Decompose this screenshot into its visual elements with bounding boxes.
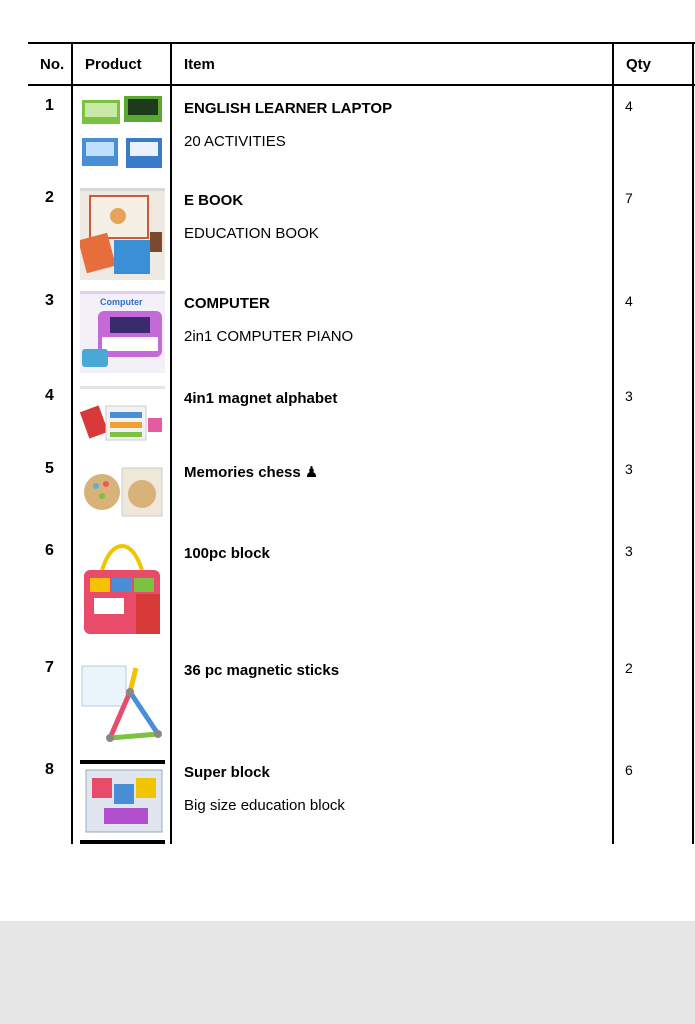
- svg-text:Computer: Computer: [100, 297, 143, 307]
- item-subtitle: 2in1 COMPUTER PIANO: [184, 328, 354, 345]
- item-subtitle: 20 ACTIVITIES: [184, 133, 286, 150]
- item-title: ENGLISH LEARNER LAPTOP: [184, 100, 393, 117]
- product-image-computer: [80, 291, 165, 373]
- bottom-gray-band: [0, 921, 695, 1024]
- column-divider-3: [612, 42, 614, 844]
- item-qty: 4: [625, 293, 633, 309]
- header-qty: Qty: [626, 56, 652, 73]
- table-top-border: [28, 42, 695, 44]
- item-title: COMPUTER: [184, 295, 270, 312]
- product-image-super-block: [80, 760, 165, 844]
- item-title: Super block: [184, 764, 270, 781]
- product-image-ebook: [80, 188, 165, 280]
- item-title: 36 pc magnetic sticks: [184, 662, 340, 679]
- product-image-magnet-alphabet: [80, 386, 165, 448]
- row-number: 1: [45, 97, 54, 114]
- row-number: 2: [45, 189, 54, 206]
- column-divider-1: [71, 42, 73, 844]
- item-title: 100pc block: [184, 545, 270, 562]
- item-title: E BOOK: [184, 192, 244, 209]
- header-item: Item: [184, 56, 215, 73]
- row-number: 8: [45, 761, 54, 778]
- column-divider-2: [170, 42, 172, 844]
- item-qty: 2: [625, 660, 633, 676]
- product-image-magnetic-sticks: [80, 662, 165, 746]
- row-number: 4: [45, 387, 54, 404]
- column-divider-4: [692, 42, 694, 844]
- item-subtitle: Big size education block: [184, 797, 345, 814]
- item-qty: 6: [625, 762, 633, 778]
- item-title: 4in1 magnet alphabet: [184, 390, 338, 407]
- item-qty: 3: [625, 543, 633, 559]
- product-image-laptop: [80, 94, 165, 174]
- product-image-blocks-bag: [80, 542, 165, 644]
- product-image-memory-chess: [80, 462, 165, 520]
- item-qty: 3: [625, 388, 633, 404]
- header-bottom-border: [28, 84, 695, 86]
- row-number: 7: [45, 659, 54, 676]
- item-title: Memories chess ♟: [184, 464, 319, 481]
- header-no: No.: [40, 56, 65, 73]
- row-number: 6: [45, 542, 54, 559]
- item-qty: 4: [625, 98, 633, 114]
- header-product: Product: [85, 56, 142, 73]
- item-qty: 3: [625, 461, 633, 477]
- item-subtitle: EDUCATION BOOK: [184, 225, 319, 242]
- row-number: 5: [45, 460, 54, 477]
- item-qty: 7: [625, 190, 633, 206]
- row-number: 3: [45, 292, 54, 309]
